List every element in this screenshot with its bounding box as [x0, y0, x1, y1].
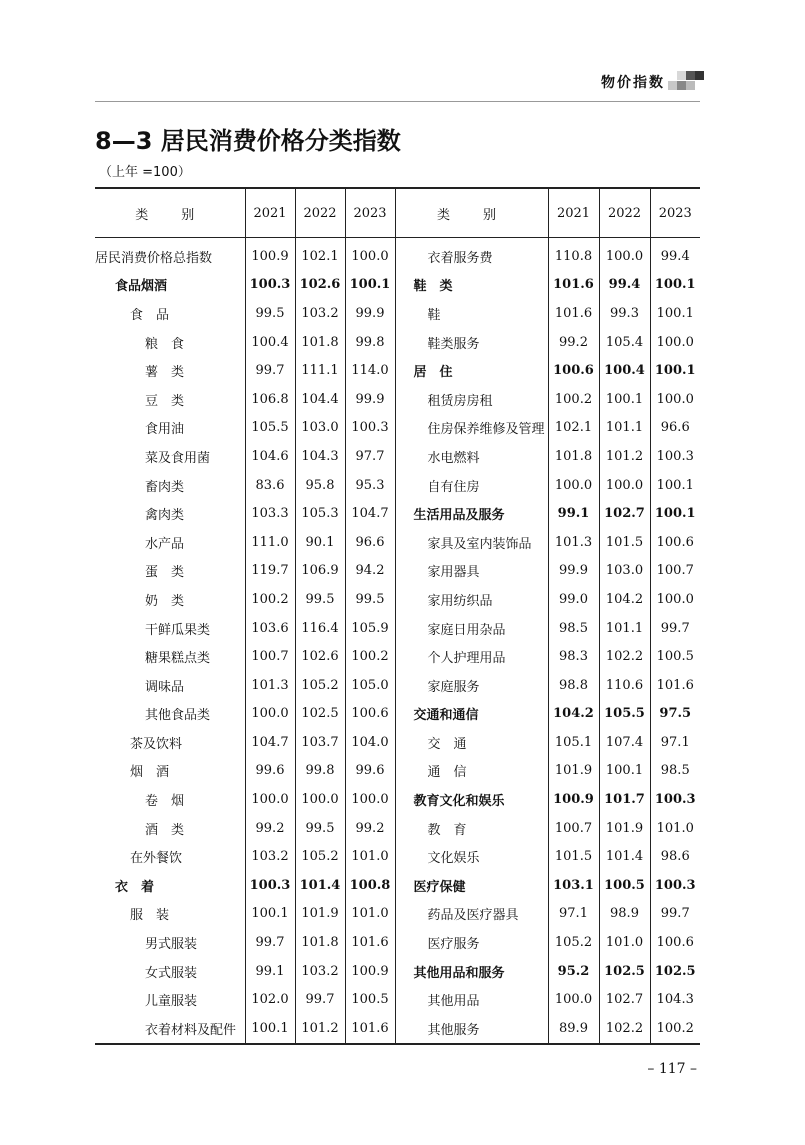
index-value: 103.2 — [295, 957, 345, 986]
index-value: 102.5 — [295, 700, 345, 729]
index-value: 100.8 — [345, 871, 395, 900]
table-row — [95, 328, 700, 357]
index-value: 101.1 — [599, 614, 650, 643]
index-value: 100.6 — [650, 928, 700, 957]
header-decoration — [668, 71, 702, 91]
index-value: 99.7 — [650, 900, 700, 929]
category-name: 其他用品 — [395, 985, 548, 1014]
page-number: – 117 – — [647, 1061, 697, 1077]
index-value: 101.0 — [345, 842, 395, 871]
category-name: 烟 酒 — [130, 765, 170, 781]
index-value: 102.2 — [599, 642, 650, 671]
index-value: 100.2 — [245, 585, 295, 614]
table-row — [95, 842, 700, 871]
index-value: 101.5 — [548, 842, 599, 871]
table-row — [95, 928, 700, 957]
table-title: 8—3 居民消费价格分类指数 — [95, 127, 401, 155]
running-head: 物价指数 — [601, 75, 665, 91]
index-value: 103.6 — [245, 614, 295, 643]
table-row — [95, 299, 700, 328]
year-header: 2021 — [245, 188, 295, 238]
category-name: 衣着服务费 — [395, 238, 548, 271]
table-row — [95, 585, 700, 614]
category-name: 调味品 — [145, 679, 185, 695]
category-name: 服 装 — [130, 908, 170, 924]
index-value: 100.0 — [345, 785, 395, 814]
table-header-row — [95, 188, 700, 238]
index-value: 104.6 — [245, 442, 295, 471]
index-value: 90.1 — [295, 528, 345, 557]
category-header: 类 别 — [95, 188, 245, 238]
category-name: 住房保养维修及管理 — [395, 414, 548, 443]
index-value: 100.1 — [345, 271, 395, 300]
index-value: 100.7 — [245, 642, 295, 671]
index-value: 101.2 — [295, 1014, 345, 1044]
index-value: 99.9 — [345, 299, 395, 328]
index-value: 101.0 — [345, 900, 395, 929]
table-row — [95, 499, 700, 528]
index-value: 101.2 — [599, 442, 650, 471]
table-note: （上年 =100） — [99, 165, 191, 180]
category-name: 其他用品和服务 — [395, 957, 548, 986]
index-value: 98.8 — [548, 671, 599, 700]
table-row — [95, 614, 700, 643]
index-value: 102.5 — [650, 957, 700, 986]
table-row — [95, 642, 700, 671]
index-value: 97.1 — [548, 900, 599, 929]
index-value: 102.1 — [295, 238, 345, 271]
category-name: 在外餐饮 — [130, 851, 183, 867]
category-name: 自有住房 — [395, 471, 548, 500]
index-value: 100.0 — [245, 785, 295, 814]
index-value: 101.3 — [548, 528, 599, 557]
table-row — [95, 528, 700, 557]
index-value: 99.8 — [345, 328, 395, 357]
index-value: 98.5 — [548, 614, 599, 643]
index-value: 103.3 — [245, 499, 295, 528]
index-value: 100.0 — [599, 238, 650, 271]
index-value: 105.0 — [345, 671, 395, 700]
index-value: 100.5 — [599, 871, 650, 900]
index-value: 99.7 — [245, 928, 295, 957]
index-value: 101.6 — [650, 671, 700, 700]
category-name: 糖果糕点类 — [145, 651, 211, 667]
category-name: 交通和通信 — [395, 700, 548, 729]
year-header: 2023 — [345, 188, 395, 238]
index-value: 101.6 — [548, 299, 599, 328]
index-value: 101.8 — [295, 328, 345, 357]
index-value: 106.8 — [245, 385, 295, 414]
category-name: 家用纺织品 — [395, 585, 548, 614]
index-value: 101.6 — [548, 271, 599, 300]
category-name: 禽肉类 — [145, 508, 185, 524]
index-value: 100.3 — [650, 871, 700, 900]
index-value: 99.7 — [650, 614, 700, 643]
index-value: 99.8 — [295, 757, 345, 786]
category-name: 通 信 — [395, 757, 548, 786]
index-value: 105.5 — [245, 414, 295, 443]
index-value: 98.6 — [650, 842, 700, 871]
index-value: 116.4 — [295, 614, 345, 643]
index-value: 83.6 — [245, 471, 295, 500]
price-index-table — [95, 187, 700, 1045]
category-name: 畜肉类 — [145, 479, 185, 495]
index-value: 95.3 — [345, 471, 395, 500]
category-name: 文化娱乐 — [395, 842, 548, 871]
category-name: 鞋 — [395, 299, 548, 328]
index-value: 100.9 — [245, 238, 295, 271]
index-value: 101.8 — [548, 442, 599, 471]
index-value: 101.0 — [650, 814, 700, 843]
category-name: 家庭服务 — [395, 671, 548, 700]
index-value: 104.7 — [345, 499, 395, 528]
index-value: 100.4 — [599, 356, 650, 385]
category-name: 水产品 — [145, 536, 185, 552]
index-value: 114.0 — [345, 356, 395, 385]
category-name: 水电燃料 — [395, 442, 548, 471]
index-value: 100.0 — [650, 385, 700, 414]
index-value: 105.2 — [548, 928, 599, 957]
category-name: 儿童服装 — [145, 994, 198, 1010]
index-value: 99.1 — [548, 499, 599, 528]
index-value: 101.3 — [245, 671, 295, 700]
index-value: 101.9 — [599, 814, 650, 843]
index-value: 99.7 — [245, 356, 295, 385]
table-row — [95, 785, 700, 814]
index-value: 103.2 — [295, 299, 345, 328]
index-value: 97.5 — [650, 700, 700, 729]
index-value: 89.9 — [548, 1014, 599, 1044]
index-value: 99.2 — [245, 814, 295, 843]
index-value: 99.4 — [650, 238, 700, 271]
index-value: 98.5 — [650, 757, 700, 786]
category-name: 鞋 类 — [395, 271, 548, 300]
category-name: 干鲜瓜果类 — [145, 622, 211, 638]
index-value: 105.2 — [295, 671, 345, 700]
index-value: 103.0 — [295, 414, 345, 443]
index-value: 99.9 — [345, 385, 395, 414]
table-row — [95, 271, 700, 300]
index-value: 100.0 — [245, 700, 295, 729]
index-value: 100.3 — [245, 871, 295, 900]
index-value: 100.7 — [650, 557, 700, 586]
index-value: 105.3 — [295, 499, 345, 528]
year-header: 2022 — [599, 188, 650, 238]
index-value: 101.9 — [548, 757, 599, 786]
index-value: 100.0 — [345, 238, 395, 271]
category-name: 薯 类 — [145, 365, 185, 381]
category-name: 租赁房房租 — [395, 385, 548, 414]
category-name: 酒 类 — [145, 822, 185, 838]
index-value: 101.9 — [295, 900, 345, 929]
category-name: 奶 类 — [145, 593, 185, 609]
category-name: 食用油 — [145, 422, 185, 438]
index-value: 101.4 — [599, 842, 650, 871]
index-value: 96.6 — [345, 528, 395, 557]
index-value: 99.5 — [345, 585, 395, 614]
index-value: 105.9 — [345, 614, 395, 643]
index-value: 99.6 — [345, 757, 395, 786]
table-row — [95, 814, 700, 843]
category-name: 衣 着 — [115, 879, 155, 895]
index-value: 99.5 — [295, 585, 345, 614]
index-value: 100.0 — [295, 785, 345, 814]
category-name: 医疗保健 — [395, 871, 548, 900]
index-value: 100.3 — [245, 271, 295, 300]
category-name: 家庭日用杂品 — [395, 614, 548, 643]
index-value: 104.0 — [345, 728, 395, 757]
index-value: 103.7 — [295, 728, 345, 757]
index-value: 102.1 — [548, 414, 599, 443]
index-value: 100.2 — [345, 642, 395, 671]
index-value: 102.2 — [599, 1014, 650, 1044]
index-value: 105.1 — [548, 728, 599, 757]
index-value: 100.3 — [650, 442, 700, 471]
index-value: 100.9 — [548, 785, 599, 814]
index-value: 100.0 — [548, 471, 599, 500]
category-name: 衣着材料及配件 — [95, 1014, 245, 1044]
index-value: 100.1 — [599, 757, 650, 786]
index-value: 107.4 — [599, 728, 650, 757]
table-row — [95, 700, 700, 729]
category-name: 豆 类 — [145, 393, 185, 409]
index-value: 100.2 — [548, 385, 599, 414]
index-value: 100.1 — [650, 471, 700, 500]
index-value: 99.2 — [548, 328, 599, 357]
index-value: 99.1 — [245, 957, 295, 986]
index-value: 104.3 — [650, 985, 700, 1014]
index-value: 104.2 — [599, 585, 650, 614]
header-rule — [95, 101, 700, 102]
index-value: 101.8 — [295, 928, 345, 957]
index-value: 95.2 — [548, 957, 599, 986]
table-row — [95, 757, 700, 786]
category-name: 药品及医疗器具 — [395, 900, 548, 929]
year-header: 2022 — [295, 188, 345, 238]
index-value: 100.1 — [599, 385, 650, 414]
table-row — [95, 442, 700, 471]
index-value: 100.3 — [650, 785, 700, 814]
table-row — [95, 238, 700, 271]
index-value: 111.0 — [245, 528, 295, 557]
index-value: 99.3 — [599, 299, 650, 328]
index-value: 101.7 — [599, 785, 650, 814]
category-name: 蛋 类 — [145, 565, 185, 581]
table-row — [95, 871, 700, 900]
category-name: 菜及食用菌 — [145, 450, 211, 466]
table-row — [95, 557, 700, 586]
index-value: 104.2 — [548, 700, 599, 729]
index-value: 95.8 — [295, 471, 345, 500]
index-value: 106.9 — [295, 557, 345, 586]
index-value: 101.4 — [295, 871, 345, 900]
index-value: 99.2 — [345, 814, 395, 843]
index-value: 102.5 — [599, 957, 650, 986]
index-value: 100.6 — [650, 528, 700, 557]
index-value: 99.6 — [245, 757, 295, 786]
index-value: 100.1 — [650, 499, 700, 528]
index-value: 100.5 — [345, 985, 395, 1014]
index-value: 97.7 — [345, 442, 395, 471]
category-name: 家用器具 — [395, 557, 548, 586]
category-name: 教育文化和娱乐 — [395, 785, 548, 814]
index-value: 99.5 — [295, 814, 345, 843]
index-value: 99.4 — [599, 271, 650, 300]
category-name: 食品烟酒 — [115, 279, 168, 295]
index-value: 110.8 — [548, 238, 599, 271]
category-name: 家具及室内装饰品 — [395, 528, 548, 557]
index-value: 100.0 — [548, 985, 599, 1014]
year-header: 2021 — [548, 188, 599, 238]
table-body — [95, 238, 700, 1044]
table-row — [95, 985, 700, 1014]
index-value: 105.4 — [599, 328, 650, 357]
index-value: 101.5 — [599, 528, 650, 557]
category-name: 女式服装 — [145, 965, 198, 981]
index-value: 100.5 — [650, 642, 700, 671]
index-value: 100.1 — [245, 1014, 295, 1044]
index-value: 94.2 — [345, 557, 395, 586]
category-name: 交 通 — [395, 728, 548, 757]
index-value: 96.6 — [650, 414, 700, 443]
category-name: 生活用品及服务 — [395, 499, 548, 528]
category-name: 茶及饮料 — [130, 736, 183, 752]
index-value: 100.0 — [650, 585, 700, 614]
index-value: 105.5 — [599, 700, 650, 729]
category-name: 粮 食 — [145, 336, 185, 352]
index-value: 101.1 — [599, 414, 650, 443]
year-header: 2023 — [650, 188, 700, 238]
index-value: 100.7 — [548, 814, 599, 843]
index-value: 103.1 — [548, 871, 599, 900]
index-value: 100.3 — [345, 414, 395, 443]
index-value: 100.9 — [345, 957, 395, 986]
table-row — [95, 471, 700, 500]
index-value: 101.0 — [599, 928, 650, 957]
index-value: 104.3 — [295, 442, 345, 471]
index-value: 104.7 — [245, 728, 295, 757]
index-value: 99.5 — [245, 299, 295, 328]
index-value: 99.9 — [548, 557, 599, 586]
index-value: 103.0 — [599, 557, 650, 586]
index-value: 102.6 — [295, 271, 345, 300]
table-row — [95, 671, 700, 700]
table-row — [95, 957, 700, 986]
category-name: 居民消费价格总指数 — [95, 250, 213, 266]
category-name: 其他食品类 — [145, 708, 211, 724]
index-value: 119.7 — [245, 557, 295, 586]
index-value: 101.6 — [345, 1014, 395, 1044]
table-row — [95, 728, 700, 757]
index-value: 102.7 — [599, 985, 650, 1014]
index-value: 98.9 — [599, 900, 650, 929]
index-value: 103.2 — [245, 842, 295, 871]
category-header: 类 别 — [395, 188, 548, 238]
index-value: 100.6 — [548, 356, 599, 385]
category-name: 男式服装 — [145, 937, 198, 953]
index-value: 102.7 — [599, 499, 650, 528]
index-value: 100.1 — [650, 356, 700, 385]
index-value: 104.4 — [295, 385, 345, 414]
index-value: 102.0 — [245, 985, 295, 1014]
index-value: 100.0 — [650, 328, 700, 357]
table-row — [95, 900, 700, 929]
category-name: 卷 烟 — [145, 794, 185, 810]
table-row — [95, 385, 700, 414]
table-row — [95, 356, 700, 385]
index-value: 100.2 — [650, 1014, 700, 1044]
category-name: 医疗服务 — [395, 928, 548, 957]
category-name: 食 品 — [130, 307, 170, 323]
category-name: 个人护理用品 — [395, 642, 548, 671]
index-value: 100.1 — [650, 299, 700, 328]
category-name: 其他服务 — [395, 1014, 548, 1044]
index-value: 100.4 — [245, 328, 295, 357]
index-value: 100.6 — [345, 700, 395, 729]
index-value: 100.1 — [650, 271, 700, 300]
category-name: 鞋类服务 — [395, 328, 548, 357]
index-value: 102.6 — [295, 642, 345, 671]
index-value: 105.2 — [295, 842, 345, 871]
index-value: 101.6 — [345, 928, 395, 957]
index-value: 99.0 — [548, 585, 599, 614]
index-value: 99.7 — [295, 985, 345, 1014]
index-value: 100.0 — [599, 471, 650, 500]
index-value: 111.1 — [295, 356, 345, 385]
category-name: 教 育 — [395, 814, 548, 843]
table-row — [95, 1014, 700, 1044]
category-name: 居 住 — [395, 356, 548, 385]
index-value: 110.6 — [599, 671, 650, 700]
table-row — [95, 414, 700, 443]
index-value: 97.1 — [650, 728, 700, 757]
index-value: 98.3 — [548, 642, 599, 671]
index-value: 100.1 — [245, 900, 295, 929]
